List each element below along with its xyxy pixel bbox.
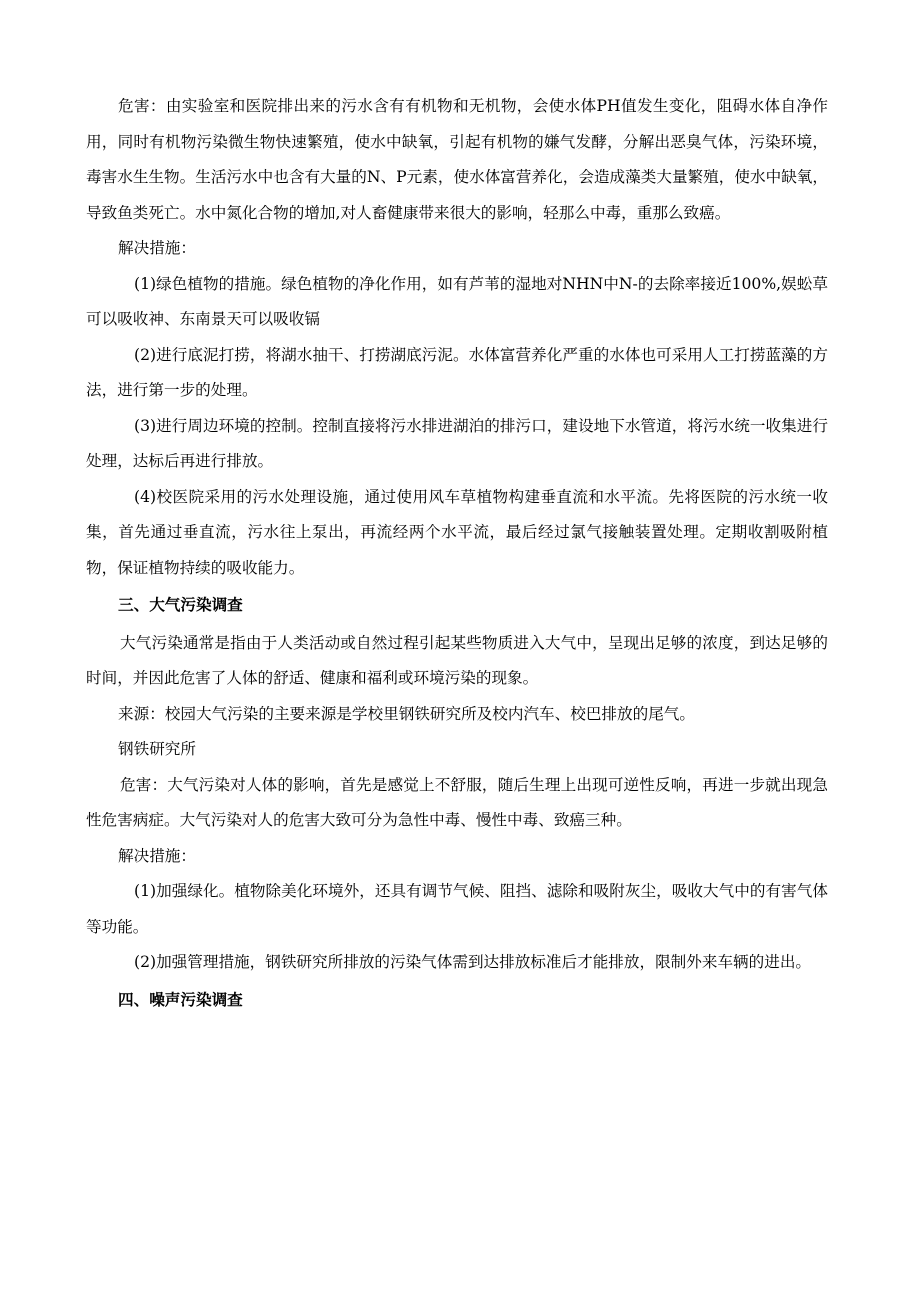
paragraph-air-measure-2: (2)加强管理措施，钢铁研究所排放的污染气体需到达排放标准后才能排放，限制外来车辆的进出。 xyxy=(134,953,812,971)
document-body xyxy=(86,89,828,1020)
paragraph-air-source: 来源：校园大气污染的主要来源是学校里钢铁研究所及校内汽车、校巴排放的尾气。 xyxy=(118,704,695,723)
paragraph-water-harm: 危害：由实验室和医院排出来的污水含有有机物和无机物，会使水体PH值发生变化，阻碍水体自净作用，同时有机物污染微生物快速繁殖，使水中缺氧，引起有机物的嫌气发酵，分解出恶臭气体，污染环境，毒害水生生物。生活污水中也含有大量的N、P元素，使水体富营养化，会造成藻类大量繁殖，使水中缺氧，导致鱼类死亡。水中氮化合物的增加,对人畜健康带来很大的影响，轻那么中毒，重那么致癌。 xyxy=(86,97,828,222)
paragraph-air-definition: 大气污染通常是指由于人类活动或自然过程引起某些物质进入大气中，呈现出足够的浓度，到达足够的时间，并因此危害了人体的舒适、健康和福利或环境污染的现象。 xyxy=(86,633,828,687)
paragraph-measure-4: (4)校医院采用的污水处理设施，通过使用风车草植物构建垂直流和水平流。先将医院的污水统一收集，首先通过垂直流，污水往上泵出，再流经两个水平流，最后经过氯气接触装置处理。定期收割吸附植物，保证植物持续的吸收能力。 xyxy=(86,487,828,577)
paragraph-measure-1: (1)绿色植物的措施。绿色植物的净化作用，如有芦苇的湿地对NHN中N-的去除率接近100%,娱蚣草可以吸收神、东南景天可以吸收镉 xyxy=(86,274,828,328)
paragraph-measure-2: (2)进行底泥打捞，将湖水抽干、打捞湖底污泥。水体富营养化严重的水体也可采用人工打捞蓝藻的方法，进行第一步的处理。 xyxy=(86,345,828,399)
paragraph-steel-institute: 钢铁研究所 xyxy=(118,740,196,758)
heading-noise-pollution: 四、噪声污染调查 xyxy=(118,990,243,1009)
heading-air-pollution: 三、大气污染调查 xyxy=(118,596,243,614)
paragraph-water-measures-label: 解决措施： xyxy=(118,239,196,257)
paragraph-air-measures-label: 解决措施： xyxy=(118,846,196,865)
paragraph-air-measure-1: (1)加强绿化。植物除美化环境外，还具有调节气候、阻挡、滤除和吸附灰尘，吸收大气中的有害气体等功能。 xyxy=(86,882,828,936)
paragraph-air-harm: 危害：大气污染对人体的影响，首先是感觉上不舒服，随后生理上出现可逆性反响，再进一步就出现急性危害病症。大气污染对人的危害大致可分为急性中毒、慢性中毒、致癌三种。 xyxy=(86,775,828,829)
paragraph-measure-3: (3)进行周边环境的控制。控制直接将污水排进湖泊的排污口，建设地下水管道，将污水统一收集进行处理，达标后再进行排放。 xyxy=(86,416,828,470)
